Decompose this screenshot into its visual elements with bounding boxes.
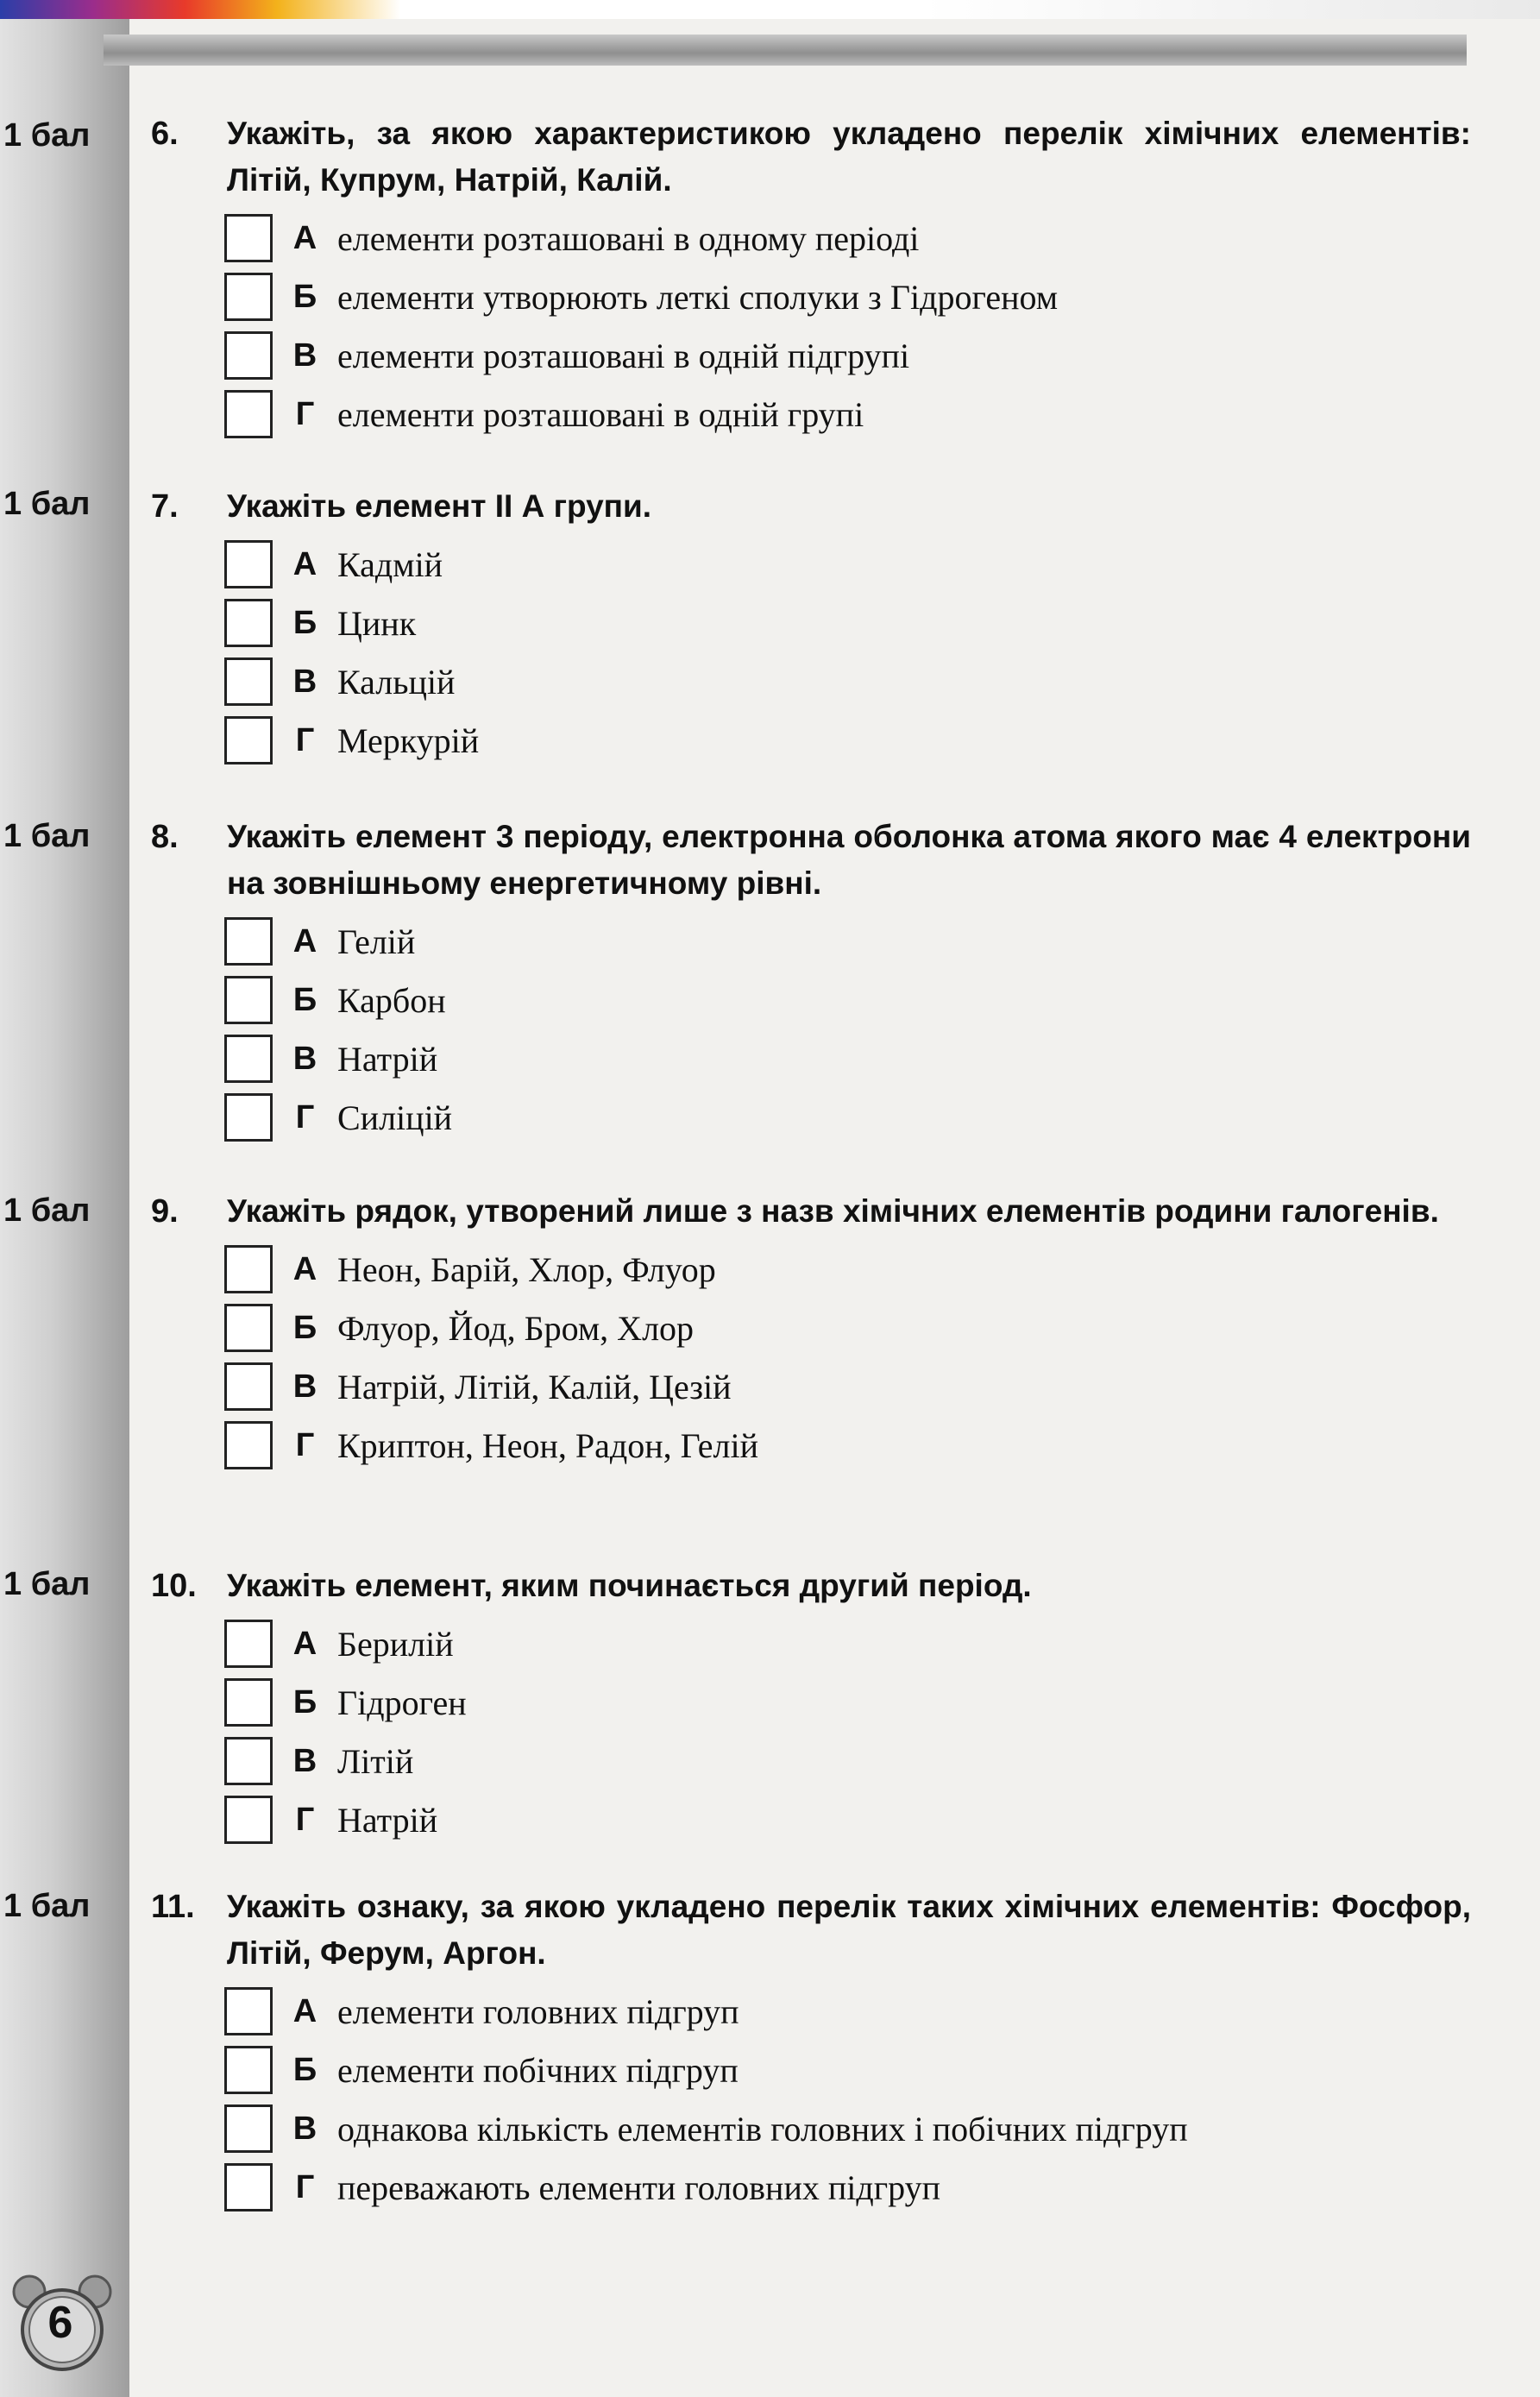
answer-option[interactable] — [224, 2041, 1471, 2099]
question-9 — [151, 1188, 1471, 1475]
option-letter: В — [292, 1368, 317, 1405]
answer-checkbox[interactable] — [224, 214, 273, 262]
option-letter: Б — [292, 1309, 317, 1346]
answer-checkbox[interactable] — [224, 1796, 273, 1844]
score-label: 1 бал — [3, 1566, 91, 1602]
option-text: елементи розташовані в одному періоді — [337, 218, 920, 258]
score-label: 1 бал — [3, 818, 91, 854]
answer-option[interactable] — [224, 1029, 1471, 1088]
option-letter: А — [292, 219, 317, 256]
option-text: Натрій — [337, 1800, 438, 1840]
answer-option[interactable] — [224, 1088, 1471, 1147]
answer-checkbox[interactable] — [224, 716, 273, 764]
option-letter: В — [292, 337, 317, 374]
answer-checkbox[interactable] — [224, 917, 273, 966]
option-text: переважають елементи головних підгруп — [337, 2167, 941, 2207]
option-text: Натрій — [337, 1039, 438, 1079]
question-text: Укажіть, за якою характеристикою укладено перелік хімічних елементів: Літій, Купрум, Натрій, Калій. — [227, 116, 1471, 198]
option-text: Берилій — [337, 1624, 454, 1664]
answer-options — [151, 1982, 1471, 2217]
option-text: Карбон — [337, 980, 446, 1020]
question-11 — [151, 1884, 1471, 2217]
option-letter: Г — [295, 2168, 315, 2205]
option-letter: В — [292, 663, 317, 700]
option-letter: Б — [292, 1683, 317, 1721]
answer-checkbox[interactable] — [224, 2163, 273, 2211]
question-8 — [151, 814, 1471, 1147]
answer-option[interactable] — [224, 912, 1471, 971]
answer-checkbox[interactable] — [224, 1245, 273, 1293]
option-text: елементи утворюють леткі сполуки з Гідрогеном — [337, 277, 1059, 317]
option-text: Літій — [337, 1741, 414, 1781]
option-text: Неон, Барій, Хлор, Флуор — [337, 1249, 716, 1289]
answer-option[interactable] — [224, 1673, 1471, 1732]
answer-checkbox[interactable] — [224, 976, 273, 1024]
score-label: 1 бал — [3, 117, 91, 154]
answer-checkbox[interactable] — [224, 1737, 273, 1785]
question-text: Укажіть елемент II А групи. — [227, 488, 652, 524]
answer-checkbox[interactable] — [224, 1678, 273, 1727]
option-text: Цинк — [337, 603, 417, 643]
option-text: Меркурій — [337, 720, 480, 760]
page-number: 6 — [47, 2298, 73, 2348]
answer-option[interactable] — [224, 971, 1471, 1029]
answer-options — [151, 912, 1471, 1147]
option-letter: Г — [295, 395, 315, 432]
answer-checkbox[interactable] — [224, 1093, 273, 1142]
question-7 — [151, 483, 1471, 770]
question-text: Укажіть рядок, утворений лише з назв хімічних елементів родини галогенів. — [227, 1193, 1439, 1229]
question-text: Укажіть елемент, яким починається другий період. — [227, 1568, 1032, 1603]
option-letter: А — [292, 1992, 317, 2029]
option-letter: Б — [292, 278, 317, 315]
option-text: елементи побічних підгруп — [337, 2050, 739, 2090]
option-letter: А — [292, 922, 317, 959]
answer-option[interactable] — [224, 326, 1471, 385]
answer-checkbox[interactable] — [224, 331, 273, 380]
question-number: 6. — [151, 116, 179, 152]
answer-option[interactable] — [224, 711, 1471, 770]
option-letter: А — [292, 1250, 317, 1287]
answer-checkbox[interactable] — [224, 273, 273, 321]
answer-checkbox[interactable] — [224, 1304, 273, 1352]
answer-option[interactable] — [224, 2099, 1471, 2158]
option-letter: Б — [292, 604, 317, 641]
score-label: 1 бал — [3, 486, 91, 522]
score-label: 1 бал — [3, 1888, 91, 1924]
option-text: Флуор, Йод, Бром, Хлор — [337, 1308, 695, 1348]
answer-checkbox[interactable] — [224, 2046, 273, 2094]
answer-option[interactable] — [224, 209, 1471, 267]
option-letter: Г — [295, 1801, 315, 1838]
answer-option[interactable] — [224, 652, 1471, 711]
option-letter: Б — [292, 981, 317, 1018]
question-number: 10. — [151, 1568, 197, 1604]
answer-option[interactable] — [224, 1416, 1471, 1475]
answer-option[interactable] — [224, 1982, 1471, 2041]
answer-option[interactable] — [224, 1240, 1471, 1299]
option-text: Криптон, Неон, Радон, Гелій — [337, 1425, 758, 1465]
option-text: Кальцій — [337, 662, 456, 701]
option-text: елементи розташовані в одній підгрупі — [337, 336, 910, 375]
option-text: однакова кількість елементів головних і побічних підгруп — [337, 2109, 1188, 2148]
option-letter: Г — [295, 1426, 315, 1463]
option-text: Кадмій — [337, 544, 443, 584]
answer-checkbox[interactable] — [224, 1421, 273, 1469]
question-number: 11. — [151, 1889, 195, 1925]
answer-option[interactable] — [224, 1357, 1471, 1416]
question-number: 7. — [151, 488, 179, 525]
answer-checkbox[interactable] — [224, 2104, 273, 2153]
answer-options — [151, 535, 1471, 770]
header-gray-bar — [104, 35, 1467, 66]
answer-option[interactable] — [224, 535, 1471, 594]
answer-checkbox[interactable] — [224, 540, 273, 588]
answer-option[interactable] — [224, 1790, 1471, 1849]
question-6 — [151, 110, 1471, 444]
answer-checkbox[interactable] — [224, 390, 273, 438]
answer-checkbox[interactable] — [224, 599, 273, 647]
answer-checkbox[interactable] — [224, 657, 273, 706]
option-letter: В — [292, 1742, 317, 1779]
answer-checkbox[interactable] — [224, 1987, 273, 2035]
answer-checkbox[interactable] — [224, 1362, 273, 1411]
answer-option[interactable] — [224, 267, 1471, 326]
answer-option[interactable] — [224, 594, 1471, 652]
option-letter: В — [292, 1040, 317, 1077]
option-letter: В — [292, 2110, 317, 2147]
option-text: елементи головних підгруп — [337, 1991, 739, 2031]
answer-option[interactable] — [224, 1732, 1471, 1790]
option-letter: Г — [295, 721, 315, 758]
question-text: Укажіть ознаку, за якою укладено перелік таких хімічних елементів: Фосфор, Літій, Ферум, Аргон. — [227, 1889, 1471, 1971]
option-text: Гелій — [337, 922, 416, 961]
option-letter: А — [292, 1625, 317, 1662]
answer-option[interactable] — [224, 1614, 1471, 1673]
option-text: елементи розташовані в одній групі — [337, 394, 864, 434]
question-text: Укажіть елемент 3 періоду, електронна оболонка атома якого має 4 електрони на зовнішньому енергетичному рівні. — [227, 819, 1471, 901]
option-text: Гідроген — [337, 1683, 467, 1722]
answer-checkbox[interactable] — [224, 1035, 273, 1083]
option-letter: А — [292, 545, 317, 582]
answer-options — [151, 1240, 1471, 1475]
question-10 — [151, 1563, 1471, 1849]
question-number: 9. — [151, 1193, 179, 1230]
answer-options — [151, 209, 1471, 444]
answer-option[interactable] — [224, 385, 1471, 444]
option-letter: Г — [295, 1098, 315, 1136]
option-text: Силіцій — [337, 1098, 453, 1137]
option-text: Натрій, Літій, Калій, Цезій — [337, 1367, 732, 1406]
question-number: 8. — [151, 819, 179, 855]
answer-checkbox[interactable] — [224, 1620, 273, 1668]
answer-option[interactable] — [224, 2158, 1471, 2217]
top-color-stripe — [0, 0, 1540, 19]
option-letter: Б — [292, 2051, 317, 2088]
answer-option[interactable] — [224, 1299, 1471, 1357]
score-label: 1 бал — [3, 1192, 91, 1229]
answer-options — [151, 1614, 1471, 1849]
